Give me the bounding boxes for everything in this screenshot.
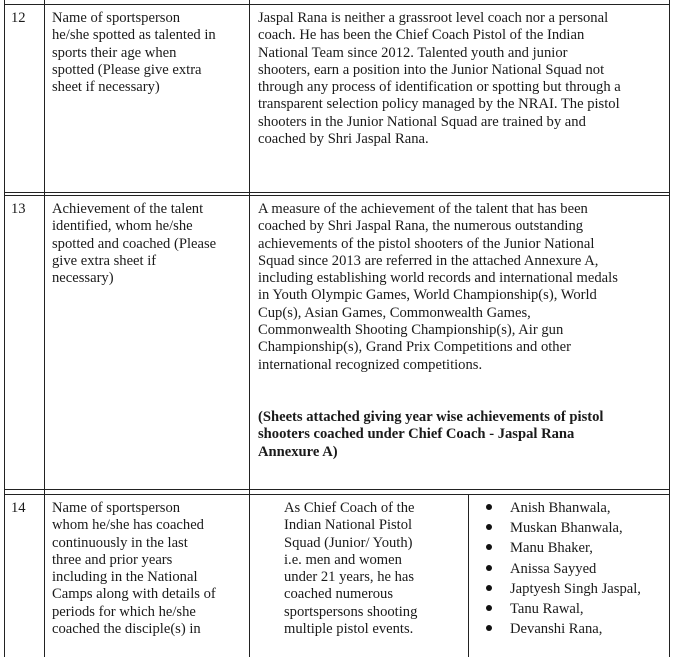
athlete-name: Muskan Bhanwala,: [510, 520, 623, 537]
bullet-icon: [486, 585, 492, 591]
list-item: [482, 579, 668, 599]
list-item: [482, 538, 668, 558]
bullet-icon: [486, 605, 492, 611]
row14-inner-divider: [468, 494, 469, 657]
list-item: [482, 498, 668, 518]
athlete-name: Anissa Sayyed: [510, 560, 597, 577]
athlete-name: Japtyesh Singh Jaspal,: [510, 580, 641, 597]
list-item: [482, 518, 668, 538]
row12-top-border: [4, 4, 670, 5]
row14-label: Name of sportsperson whom he/she has coached continuously in the last three and prior years including in the National Camps along with details of periods for which he/she coached the disciple(s) in: [52, 500, 216, 638]
row12-number: 12: [11, 10, 26, 26]
row12-detail: Jaspal Rana is neither a grassroot level coach nor a personal coach. He has been the Chief Coach Pistol of the Indian National Team since 2012. Talented youth and junior shooters, earn a position into the Junior National Squad not through any process of identification or spotting but through a transparent selection policy managed by the NRAI. The pistol shooters in the Junior National Squad are trained by and coached by Shri Jaspal Rana.: [258, 10, 621, 148]
row13-detail: A measure of the achievement of the talent that has been coached by Shri Jaspal Rana, the numerous outstanding achievements of the pistol shooters of the Junior National Squad since 2013 are referred in the attached Annexure A, including establishing world records and international medals in Youth Olympic Games, World Championship(s), World Cup(s), Asian Games, Commonwealth Games, Commonwealth Shooting Championship(s), Air gun Championship(s), Grand Prix Competitions and other international recognized competitions.: [258, 201, 618, 373]
bullet-icon: [486, 504, 492, 510]
athlete-name: Anish Bhanwala,: [510, 500, 611, 516]
bullet-icon: [486, 544, 492, 550]
row13-bottom-border: [4, 489, 670, 490]
bullet-icon: [486, 524, 492, 530]
row13-annexure-note: (Sheets attached giving year wise achievements of pistol shooters coached under Chief Coach - Jaspal Rana Annexure A): [258, 409, 604, 460]
row14-top-border: [4, 494, 670, 495]
row13-top-border: [4, 195, 670, 196]
row14-number: 14: [11, 500, 26, 516]
row12-bottom-border: [4, 192, 670, 193]
list-item: [482, 619, 668, 639]
row13-label: Achievement of the talent identified, whom he/she spotted and coached (Please give extra sheet if necessary): [52, 201, 217, 287]
table-border-right: [669, 0, 670, 657]
list-item: [482, 559, 668, 579]
list-item: [482, 599, 668, 619]
row13-number: 13: [11, 201, 26, 217]
athlete-name: Manu Bhaker,: [510, 540, 593, 557]
row12-label: Name of sportsperson he/she spotted as talented in sports their age when spotted (Please give extra sheet if necessary): [52, 10, 216, 96]
row14-detail: As Chief Coach of the Indian National Pistol Squad (Junior/ Youth) i.e. men and women under 21 years, he has coached numerous sportspersons shooting multiple pistol events.: [284, 500, 418, 638]
bullet-icon: [486, 565, 492, 571]
row14-athlete-list: [482, 498, 668, 639]
athlete-name: Tanu Rawal,: [510, 601, 584, 618]
athlete-name: Devanshi Rana,: [510, 621, 603, 638]
table-column-divider-2: [249, 0, 250, 657]
bullet-icon: [486, 625, 492, 631]
table-column-divider-1: [44, 0, 45, 657]
table-border-left: [4, 0, 5, 657]
